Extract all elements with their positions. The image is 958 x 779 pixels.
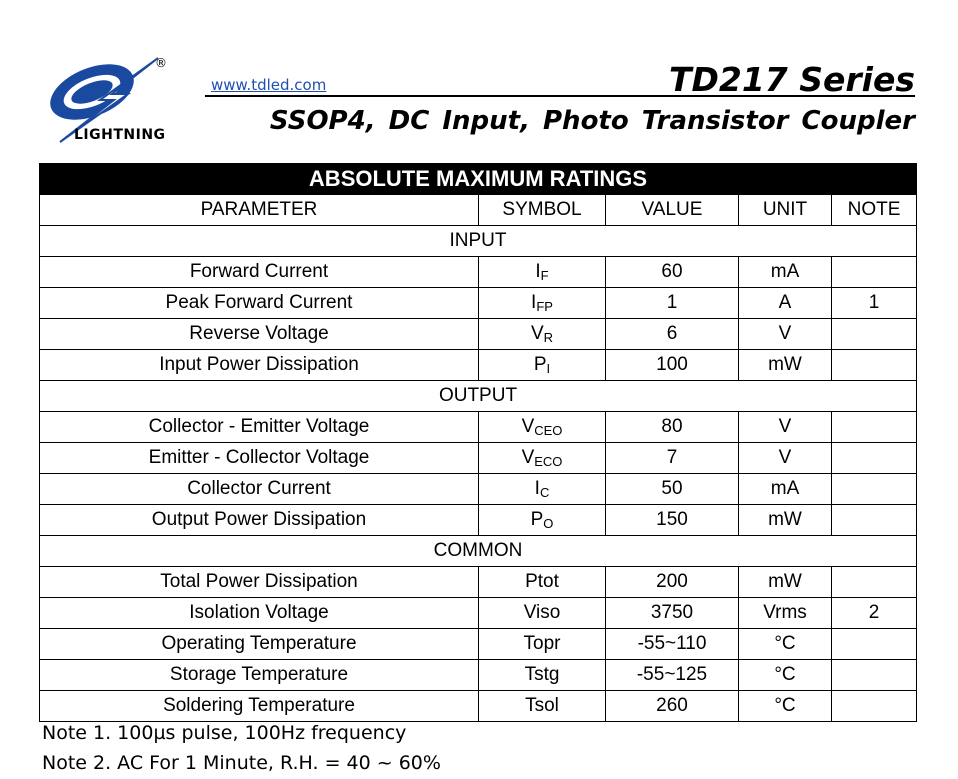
symbol-main: P [530, 509, 544, 530]
note-1: Note 1. 100µs pulse, 100Hz frequency [42, 722, 407, 744]
symbol-main: V [530, 323, 544, 344]
unit-cell: °C [739, 660, 832, 691]
parameter-cell: Output Power Dissipation [40, 505, 479, 536]
parameter-cell: Reverse Voltage [40, 319, 479, 350]
symbol-cell [479, 257, 606, 288]
note-cell [832, 691, 917, 722]
note-cell [832, 443, 917, 474]
table-row [40, 412, 917, 443]
symbol-cell [479, 660, 606, 691]
symbol-main: Tstg [524, 664, 560, 685]
parameter-cell: Storage Temperature [40, 660, 479, 691]
notes [42, 718, 441, 778]
symbol-cell [479, 443, 606, 474]
note-cell [832, 350, 917, 381]
table-row [40, 505, 917, 536]
section-row [40, 536, 917, 567]
unit-cell: mA [739, 257, 832, 288]
parameter-cell: Forward Current [40, 257, 479, 288]
note-cell [832, 567, 917, 598]
value-cell: -55~110 [606, 629, 739, 660]
registered-mark: ® [155, 56, 167, 70]
value-cell: 6 [606, 319, 739, 350]
section-row [40, 226, 917, 257]
symbol-main: V [521, 416, 535, 437]
note-cell: 1 [832, 288, 917, 319]
symbol-subscript: O [543, 516, 554, 531]
column-header-value: VALUE [606, 195, 739, 226]
note-cell [832, 319, 917, 350]
value-cell: 50 [606, 474, 739, 505]
table-body [40, 226, 917, 722]
series-title: TD217 Series [668, 60, 915, 99]
table-row [40, 443, 917, 474]
table-row [40, 567, 917, 598]
symbol-subscript: CEO [534, 423, 563, 438]
value-cell: 80 [606, 412, 739, 443]
section-label: OUTPUT [40, 381, 917, 412]
table-row [40, 350, 917, 381]
symbol-subscript: F [540, 268, 549, 283]
symbol-main: I [534, 478, 540, 499]
symbol-cell [479, 288, 606, 319]
unit-cell: A [739, 288, 832, 319]
symbol-cell [479, 474, 606, 505]
column-header-symbol: SYMBOL [479, 195, 606, 226]
value-cell: 3750 [606, 598, 739, 629]
column-header-note: NOTE [832, 195, 917, 226]
symbol-cell [479, 505, 606, 536]
parameter-cell: Emitter - Collector Voltage [40, 443, 479, 474]
table-title: ABSOLUTE MAXIMUM RATINGS [40, 164, 917, 195]
table-row [40, 288, 917, 319]
value-cell: 200 [606, 567, 739, 598]
unit-cell: °C [739, 629, 832, 660]
section-label: INPUT [40, 226, 917, 257]
note-cell [832, 629, 917, 660]
column-header-parameter: PARAMETER [40, 195, 479, 226]
parameter-cell: Isolation Voltage [40, 598, 479, 629]
column-header-unit: UNIT [739, 195, 832, 226]
parameter-cell: Total Power Dissipation [40, 567, 479, 598]
value-cell: -55~125 [606, 660, 739, 691]
symbol-cell [479, 319, 606, 350]
symbol-subscript: R [543, 330, 554, 345]
value-cell: 60 [606, 257, 739, 288]
symbol-main: Tsol [525, 695, 559, 716]
symbol-cell [479, 350, 606, 381]
symbol-cell [479, 598, 606, 629]
note-2: Note 2. AC For 1 Minute, R.H. = 40 ~ 60% [42, 752, 441, 774]
value-cell: 260 [606, 691, 739, 722]
table-row [40, 660, 917, 691]
value-cell: 100 [606, 350, 739, 381]
note-cell [832, 505, 917, 536]
symbol-main: I [535, 261, 541, 282]
parameter-cell: Collector Current [40, 474, 479, 505]
unit-cell: V [739, 319, 832, 350]
parameter-cell: Input Power Dissipation [40, 350, 479, 381]
unit-cell: Vrms [739, 598, 832, 629]
parameter-cell: Soldering Temperature [40, 691, 479, 722]
value-cell: 1 [606, 288, 739, 319]
value-cell: 150 [606, 505, 739, 536]
note-cell [832, 660, 917, 691]
note-cell [832, 412, 917, 443]
product-subtitle: SSOP4, DC Input, Photo Transistor Coupler [269, 106, 915, 136]
symbol-subscript: C [539, 485, 550, 500]
unit-cell: V [739, 443, 832, 474]
value-cell: 7 [606, 443, 739, 474]
unit-cell: mW [739, 505, 832, 536]
symbol-cell [479, 629, 606, 660]
section-row [40, 381, 917, 412]
symbol-main: P [533, 354, 547, 375]
unit-cell: mW [739, 567, 832, 598]
table-row [40, 629, 917, 660]
symbol-main: Topr [523, 633, 561, 654]
table-row [40, 474, 917, 505]
symbol-main: Viso [523, 602, 561, 623]
symbol-main: V [521, 447, 535, 468]
logo-wordmark: LIGHTNING [74, 127, 166, 143]
parameter-cell: Collector - Emitter Voltage [40, 412, 479, 443]
section-label: COMMON [40, 536, 917, 567]
unit-cell: mA [739, 474, 832, 505]
symbol-cell [479, 567, 606, 598]
note-cell: 2 [832, 598, 917, 629]
parameter-cell: Peak Forward Current [40, 288, 479, 319]
symbol-subscript: FP [536, 299, 553, 314]
symbol-main: I [531, 292, 537, 313]
symbol-cell [479, 691, 606, 722]
table-row [40, 319, 917, 350]
absolute-maximum-ratings-table [39, 163, 917, 722]
note-cell [832, 474, 917, 505]
symbol-main: Ptot [525, 571, 559, 592]
note-cell [832, 257, 917, 288]
table-row [40, 257, 917, 288]
website-link[interactable]: www.tdled.com [211, 76, 327, 94]
symbol-subscript: ECO [534, 454, 563, 469]
symbol-cell [479, 412, 606, 443]
parameter-cell: Operating Temperature [40, 629, 479, 660]
table-row [40, 598, 917, 629]
unit-cell: V [739, 412, 832, 443]
unit-cell: °C [739, 691, 832, 722]
symbol-subscript: I [546, 361, 551, 376]
table-row [40, 691, 917, 722]
unit-cell: mW [739, 350, 832, 381]
